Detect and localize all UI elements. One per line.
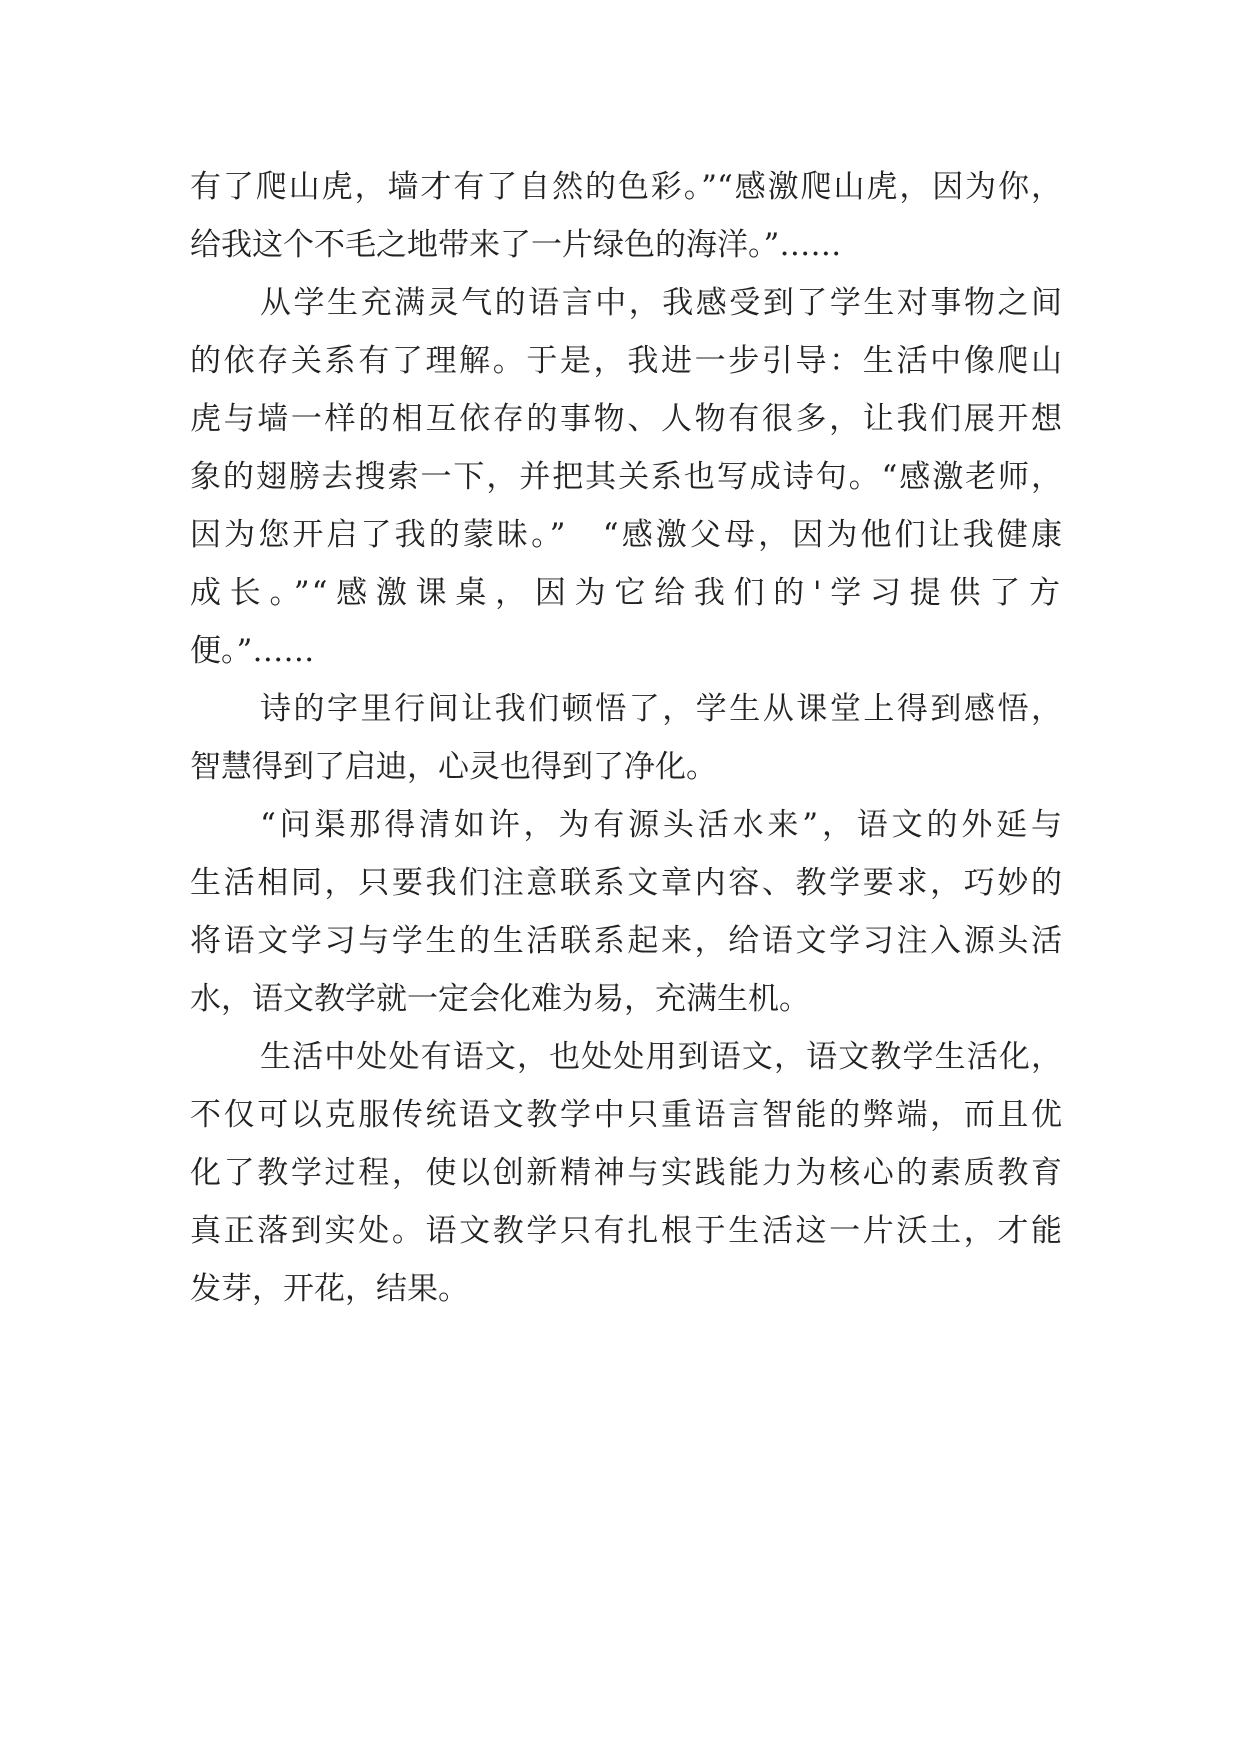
paragraph-5 (190, 1028, 1062, 1318)
paragraph-line: 水，语文教学就一定会化难为易，充满生机。 (190, 981, 810, 1017)
paragraph-1 (190, 158, 1062, 274)
paragraph-line: 给我这个不毛之地带来了一片绿色的海洋。”…… (190, 227, 842, 263)
document-body (190, 158, 1062, 1318)
paragraph-line: 将语文学习与学生的生活联系起来，给语文学习注入源头活 (190, 923, 1062, 959)
paragraph-line: 从学生充满灵气的语言中，我感受到了学生对事物之间 (260, 285, 1062, 321)
paragraph-line: 象的翅膀去搜索一下，并把其关系也写成诗句。“感激老师， (190, 459, 1062, 495)
paragraph-line: 诗的字里行间让我们顿悟了，学生从课堂上得到感悟， (260, 691, 1062, 727)
paragraph-line: 虎与墙一样的相互依存的事物、人物有很多，让我们展开想 (190, 401, 1062, 437)
paragraph-line: 成长。”“感激课桌，因为它给我们的'学习提供了方 (190, 575, 1062, 611)
paragraph-line: 便。”…… (190, 633, 315, 669)
paragraph-3 (190, 680, 1062, 796)
paragraph-line: 智慧得到了启迪，心灵也得到了净化。 (190, 749, 717, 785)
paragraph-line: 因为您开启了我的蒙昧。” “感激父母，因为他们让我健康 (190, 517, 1062, 553)
paragraph-line: 真正落到实处。语文教学只有扎根于生活这一片沃土，才能 (190, 1213, 1062, 1249)
paragraph-2 (190, 274, 1062, 680)
paragraph-line: 不仅可以克服传统语文教学中只重语言智能的弊端，而且优 (190, 1097, 1062, 1133)
paragraph-line: 生活中处处有语文，也处处用到语文，语文教学生活化， (260, 1039, 1062, 1075)
paragraph-line: 发芽，开花，结果。 (190, 1271, 469, 1307)
paragraph-line: “问渠那得清如许，为有源头活水来”，语文的外延与 (260, 807, 1062, 843)
paragraph-4 (190, 796, 1062, 1028)
paragraph-line: 化了教学过程，使以创新精神与实践能力为核心的素质教育 (190, 1155, 1062, 1191)
paragraph-line: 的依存关系有了理解。于是，我进一步引导：生活中像爬山 (190, 343, 1062, 379)
paragraph-line: 有了爬山虎，墙才有了自然的色彩。”“感激爬山虎，因为你， (190, 169, 1062, 205)
paragraph-line: 生活相同，只要我们注意联系文章内容、教学要求，巧妙的 (190, 865, 1062, 901)
